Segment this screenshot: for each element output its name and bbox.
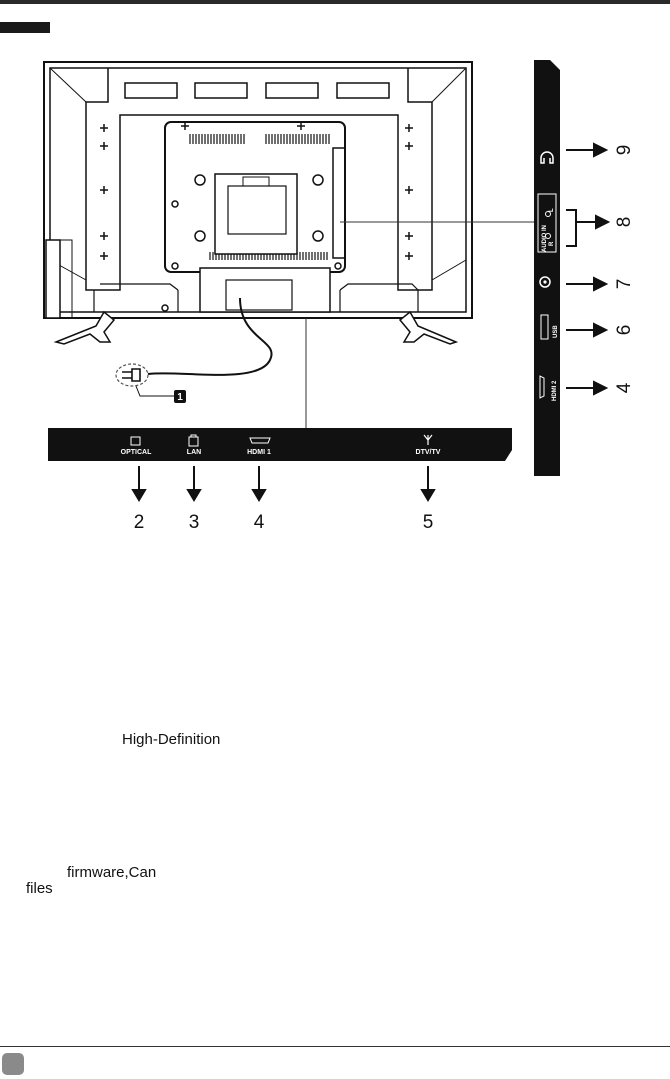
side-label-audio-in: AUDIO IN <box>542 225 548 252</box>
side-label-audio-l: L <box>549 208 555 212</box>
bottom-rule <box>0 1046 670 1047</box>
side-label-hdmi2: HDMI 2 <box>552 380 558 401</box>
side-label-audio-r: R <box>549 241 555 246</box>
callout-number-4-side: 4 <box>614 382 635 394</box>
tv-rear-connection-diagram <box>0 40 670 550</box>
callout-number-5: 5 <box>422 512 434 533</box>
callout-number-9: 9 <box>614 144 635 156</box>
callout-number-6: 6 <box>614 324 635 336</box>
callout-number-8: 8 <box>614 216 635 228</box>
callout-number-7: 7 <box>614 278 635 290</box>
callout-number-2: 2 <box>133 512 145 533</box>
page-number-badge <box>2 1053 24 1075</box>
text-fragment-files: files <box>26 880 53 897</box>
text-fragment-high-definition: High-Definition <box>122 731 221 748</box>
port-label-lan: LAN <box>186 449 202 456</box>
power-callout-number: 1 <box>177 392 183 403</box>
section-tab <box>0 22 50 33</box>
port-label-dtv: DTV/TV <box>415 449 441 456</box>
bottom-port-panel <box>48 428 512 461</box>
side-label-usb: USB <box>553 325 559 338</box>
text-fragment-firmware: firmware,Can <box>67 864 157 881</box>
port-label-hdmi1: HDMI 1 <box>247 449 271 456</box>
port-label-optical: OPTICAL <box>120 449 152 456</box>
top-rule <box>0 0 670 4</box>
callout-number-3: 3 <box>188 512 200 533</box>
callout-number-4: 4 <box>253 512 265 533</box>
side-port-panel <box>534 60 560 476</box>
